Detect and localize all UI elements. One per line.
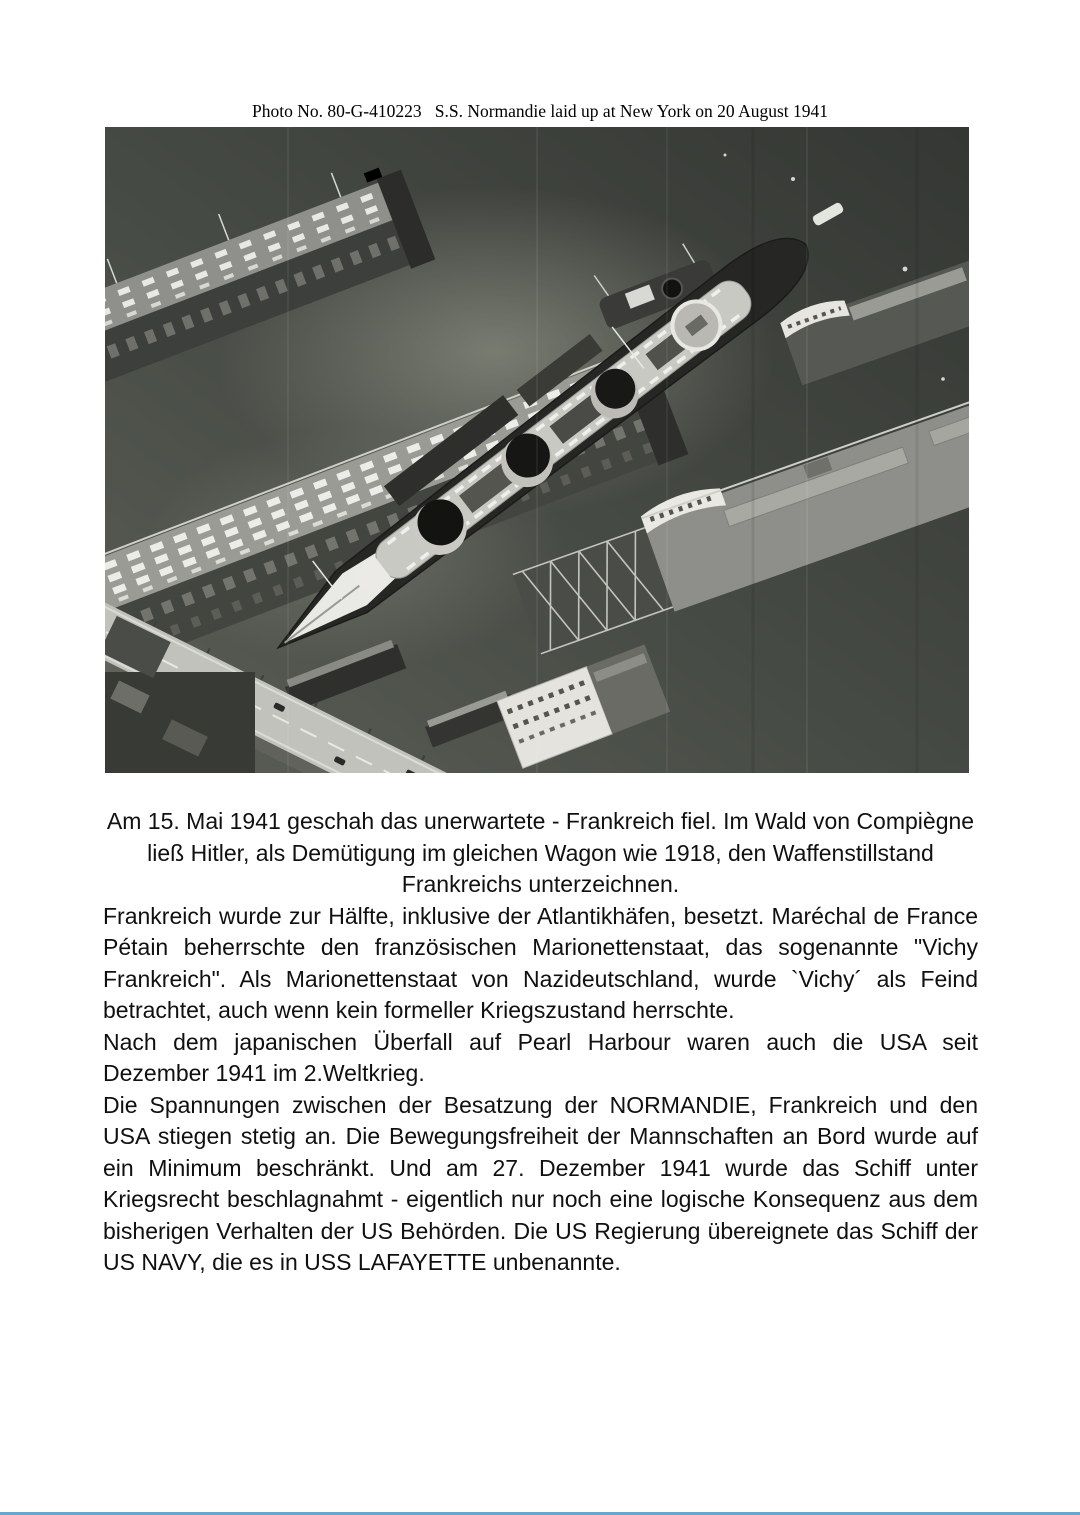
- photo-caption: Photo No. 80-G-410223 S.S. Normandie laid up at New York on 20 August 1941: [251, 101, 829, 121]
- article-text: [103, 806, 978, 1279]
- photo-illustration: [105, 127, 969, 773]
- paragraph-4: Die Spannungen zwischen der Besatzung der NORMANDIE, Frankreich und den USA stiegen stetig an. Die Bewegungsfreiheit der Mannschaften an Bord wurde auf ein Minimum beschränkt. Und am 27. Dezember 1941 wurde das Schiff unter Kriegsrecht beschlagnahmt - eigentlich nur noch eine logische Konsequenz aus dem bisherigen Verhalten der US Behörden. Die US Regierung übereignete das Schiff der US NAVY, die es in USS LAFAYETTE unbenannte.: [103, 1091, 978, 1275]
- paragraph-1: Am 15. Mai 1941 geschah das unerwartete - Frankreich fiel. Im Wald von Compiègne ließ Hitler, als Demütigung im gleichen Wagon wie 1918, den Waffenstillstand Frankreichs unterzeichnen.: [106, 808, 975, 897]
- paragraph-2: Frankreich wurde zur Hälfte, inklusive der Atlantikhäfen, besetzt. Maréchal de France Pétain beherrschte den französischen Marionettenstaat, das sogenannte "Vichy Frankreich". Als Marionettenstaat von Nazideutschland, wurde `Vichy´ als Feind betrachtet, auch wenn kein formeller Kriegszustand herrschte.: [103, 902, 978, 1023]
- seatracker-watermark: [0, 1340, 1080, 1515]
- paragraph-3: Nach dem japanischen Überfall auf Pearl Harbour waren auch die USA seit Dezember 1941 im 2.Weltkrieg.: [103, 1028, 978, 1086]
- normandie-aerial-photo: [105, 127, 969, 773]
